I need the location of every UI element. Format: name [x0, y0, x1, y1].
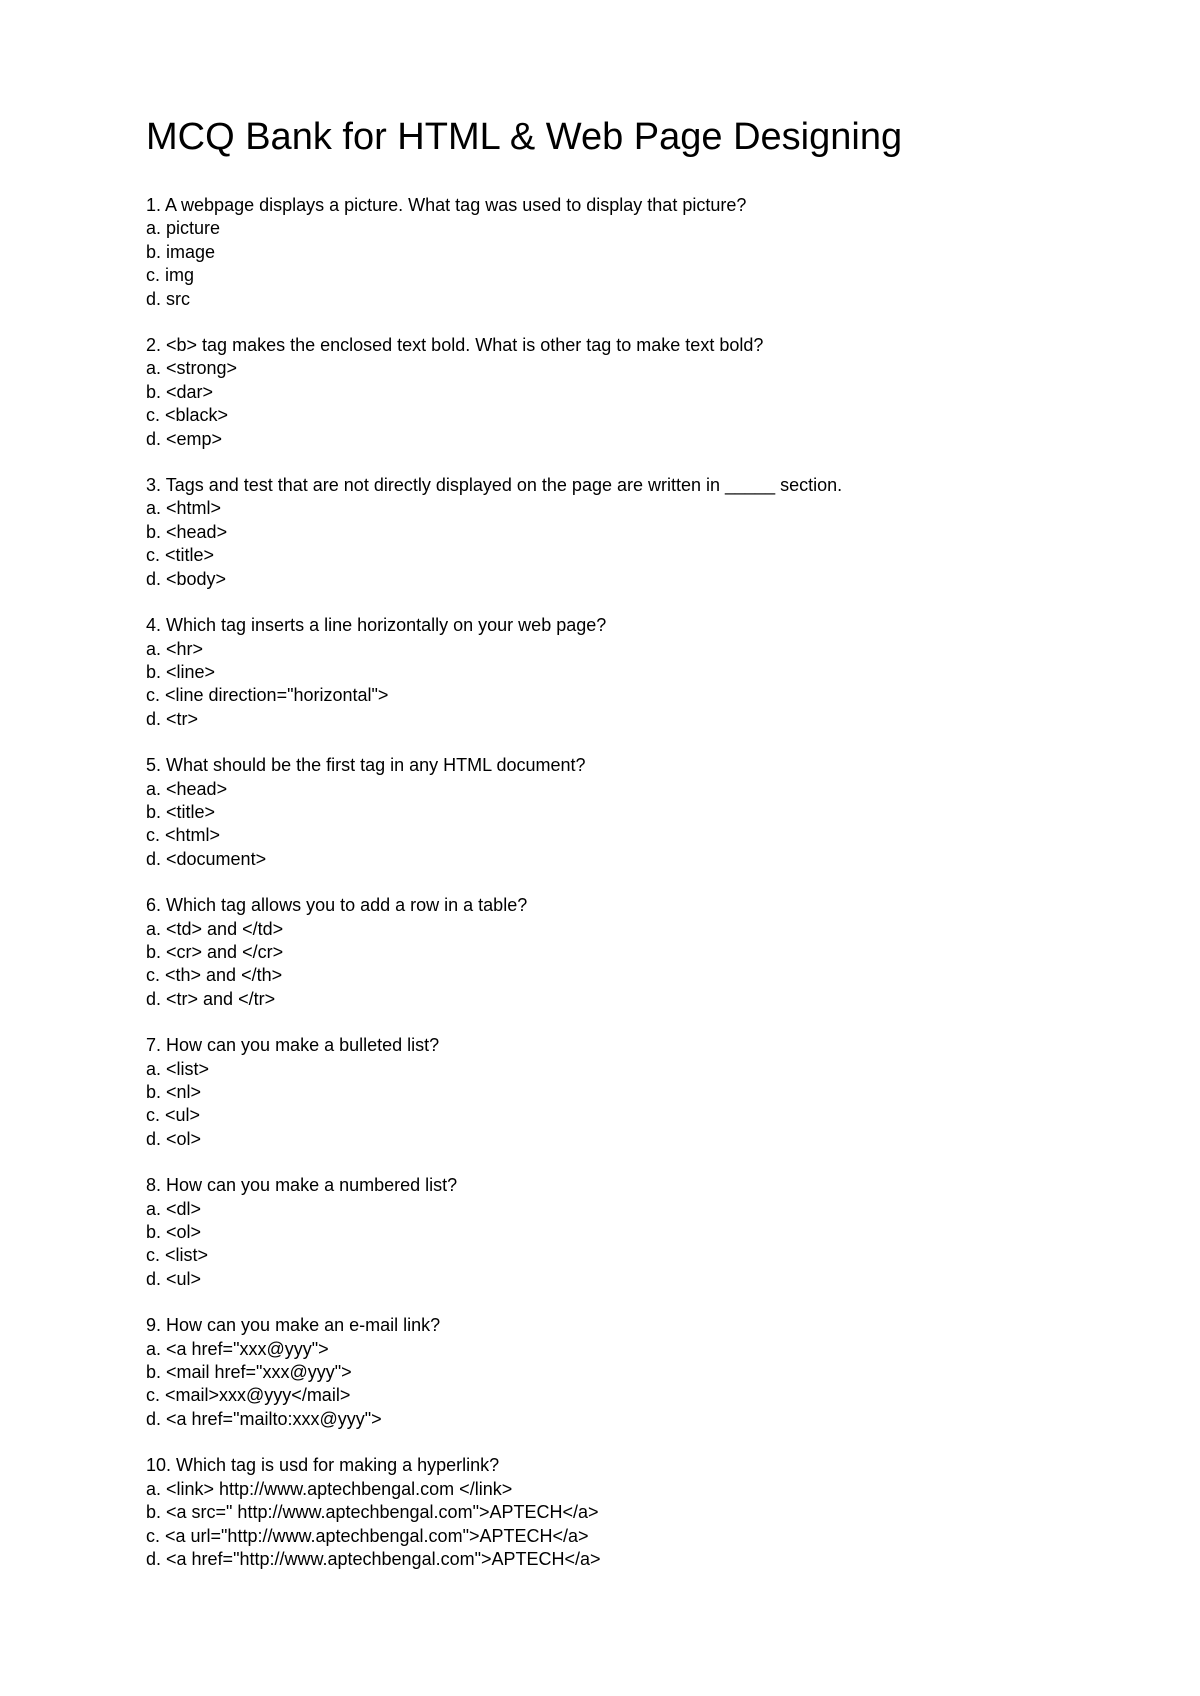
option-a: a. <link> http://www.aptechbengal.com </link> — [146, 1478, 513, 1499]
option-d: d. <a href="mailto:xxx@yyy"> — [146, 1408, 382, 1429]
document-title: MCQ Bank for HTML & Web Page Designing — [146, 116, 903, 158]
option-c: c. <html> — [146, 825, 221, 846]
option-a: a. <strong> — [146, 358, 238, 379]
option-b: b. image — [146, 241, 216, 262]
question-5 — [146, 754, 1146, 871]
option-c: c. img — [146, 265, 195, 286]
question-9 — [146, 1314, 1146, 1431]
option-b: b. <title> — [146, 801, 216, 822]
option-b: b. <head> — [146, 521, 228, 542]
option-c: c. <th> and </th> — [146, 965, 283, 986]
option-a: a. picture — [146, 218, 221, 239]
option-a: a. <html> — [146, 498, 222, 519]
question-text: 9. How can you make an e-mail link? — [146, 1315, 441, 1336]
question-8 — [146, 1174, 1146, 1291]
option-c: c. <mail>xxx@yyy</mail> — [146, 1385, 351, 1406]
option-d: d. src — [146, 288, 191, 309]
option-a: a. <a href="xxx@yyy"> — [146, 1338, 329, 1359]
option-b: b. <cr> and </cr> — [146, 941, 284, 962]
option-d: d. <body> — [146, 568, 227, 589]
option-a: a. <dl> — [146, 1198, 202, 1219]
option-c: c. <black> — [146, 405, 229, 426]
question-text: 3. Tags and test that are not directly displayed on the page are written in _____ section. — [146, 475, 843, 496]
option-b: b. <dar> — [146, 381, 214, 402]
question-1 — [146, 194, 1146, 311]
option-d: d. <ol> — [146, 1128, 202, 1149]
option-b: b. <a src=" http://www.aptechbengal.com">APTECH</a> — [146, 1502, 599, 1523]
question-text: 10. Which tag is usd for making a hyperlink? — [146, 1455, 500, 1476]
option-c: c. <line direction="horizontal"> — [146, 685, 389, 706]
question-text: 2. <b> tag makes the enclosed text bold. What is other tag to make text bold? — [146, 335, 764, 356]
option-a: a. <list> — [146, 1058, 210, 1079]
option-c: c. <a url="http://www.aptechbengal.com">APTECH</a> — [146, 1525, 589, 1546]
question-text: 7. How can you make a bulleted list? — [146, 1035, 440, 1056]
option-a: a. <hr> — [146, 638, 204, 659]
option-d: d. <ul> — [146, 1268, 202, 1289]
option-a: a. <td> and </td> — [146, 918, 284, 939]
option-d: d. <tr> — [146, 708, 199, 729]
option-d: d. <emp> — [146, 428, 223, 449]
question-4 — [146, 614, 1146, 731]
question-2 — [146, 334, 1146, 451]
option-a: a. <head> — [146, 778, 228, 799]
option-d: d. <tr> and </tr> — [146, 988, 276, 1009]
question-3 — [146, 474, 1146, 591]
question-text: 4. Which tag inserts a line horizontally on your web page? — [146, 615, 607, 636]
question-text: 6. Which tag allows you to add a row in a table? — [146, 895, 528, 916]
option-d: d. <document> — [146, 848, 267, 869]
option-b: b. <ol> — [146, 1222, 202, 1243]
option-b: b. <line> — [146, 661, 216, 682]
question-text: 8. How can you make a numbered list? — [146, 1175, 458, 1196]
question-text: 1. A webpage displays a picture. What tag was used to display that picture? — [146, 195, 747, 215]
option-c: c. <ul> — [146, 1105, 201, 1126]
option-c: c. <title> — [146, 545, 215, 566]
document-page — [146, 112, 1146, 1594]
option-c: c. <list> — [146, 1245, 209, 1266]
question-7 — [146, 1034, 1146, 1151]
question-text: 5. What should be the first tag in any HTML document? — [146, 755, 586, 776]
option-b: b. <mail href="xxx@yyy"> — [146, 1362, 352, 1383]
option-b: b. <nl> — [146, 1082, 202, 1102]
question-10 — [146, 1454, 1146, 1571]
option-d: d. <a href="http://www.aptechbengal.com">APTECH</a> — [146, 1548, 601, 1569]
question-6 — [146, 894, 1146, 1011]
